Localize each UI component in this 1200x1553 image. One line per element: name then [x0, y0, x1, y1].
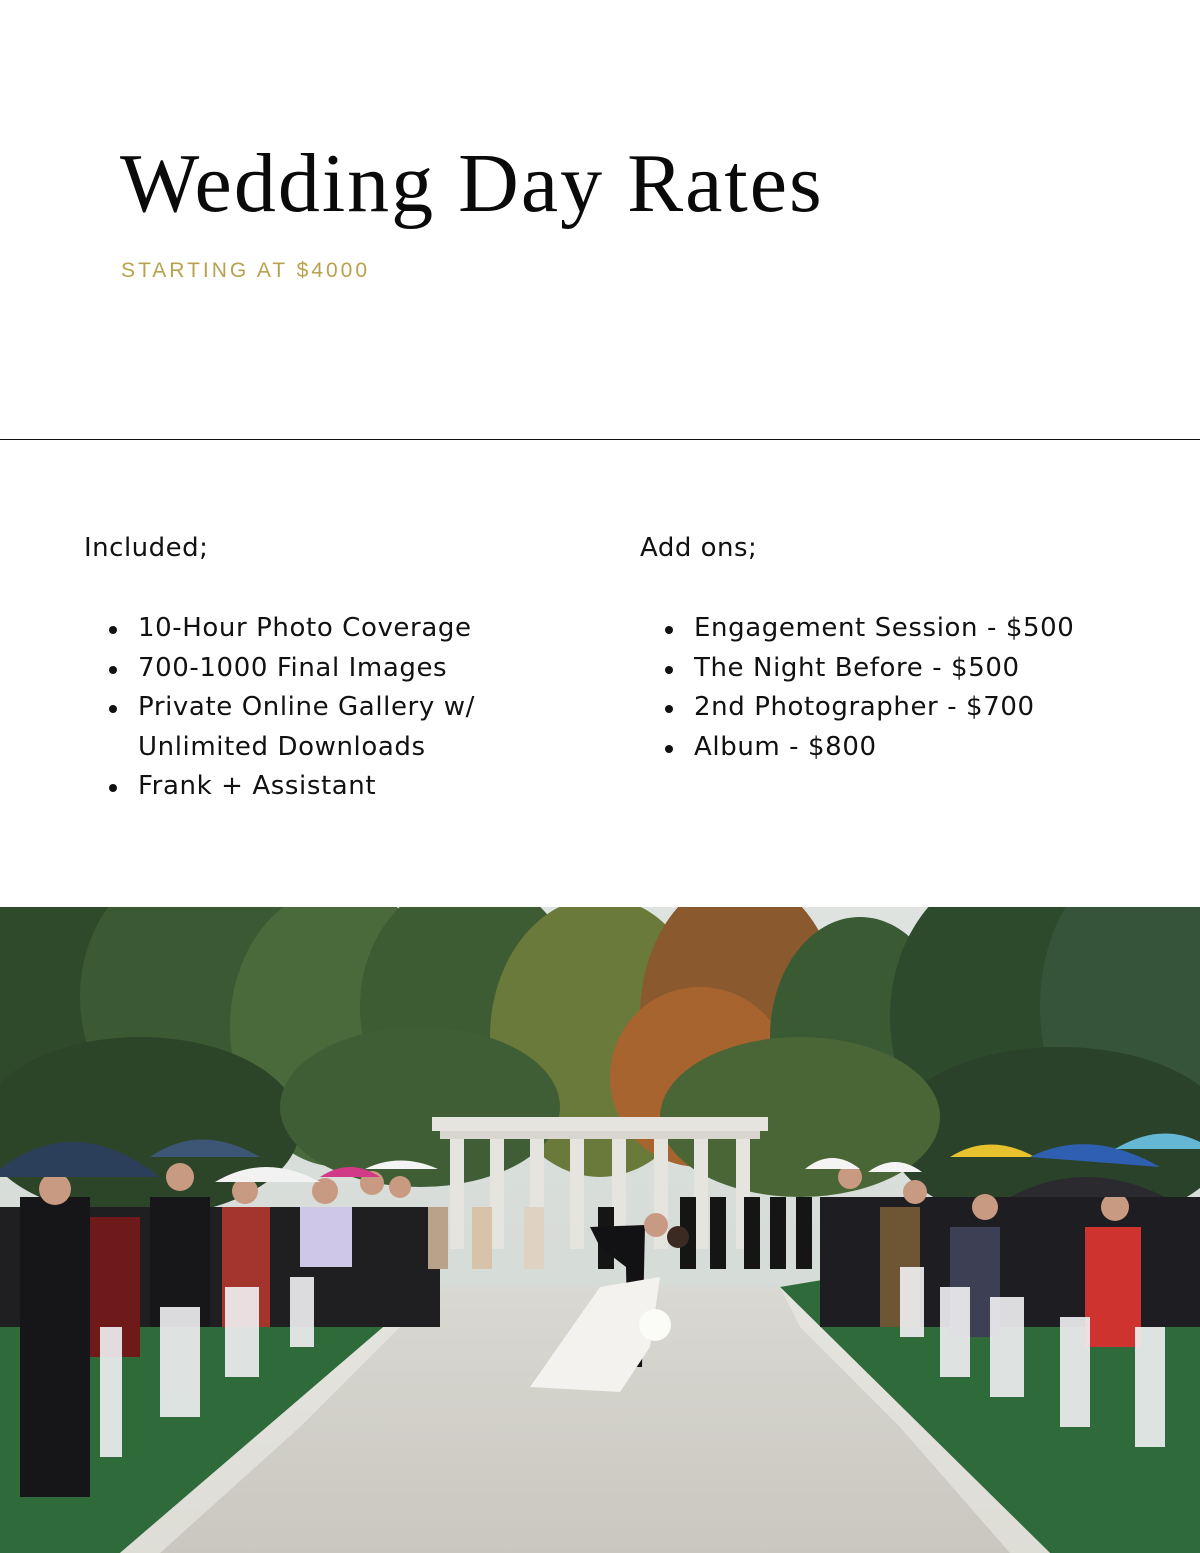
list-item-label: 700-1000 Final Images: [138, 652, 448, 683]
wedding-photo: [0, 907, 1200, 1553]
starting-price: STARTING AT $4000: [121, 259, 371, 282]
bullet-icon: [109, 784, 117, 792]
list-item: [640, 609, 1140, 649]
list-item-label: 10-Hour Photo Coverage: [138, 613, 472, 643]
list-item: [640, 649, 1140, 689]
bullet-icon: [665, 626, 673, 634]
list-item: [84, 767, 584, 807]
list-item-label: The Night Before - $500: [694, 652, 1020, 683]
bullet-icon: [109, 626, 117, 634]
bullet-icon: [665, 745, 673, 753]
addons-section: [640, 530, 1140, 767]
list-item-label: Frank + Assistant: [138, 771, 377, 801]
bullet-icon: [665, 705, 673, 713]
list-item: [84, 609, 584, 649]
included-section: [84, 530, 584, 807]
list-item-label: 2nd Photographer - $700: [694, 692, 1035, 722]
addons-heading: Add ons;: [640, 533, 758, 563]
divider: [0, 439, 1200, 440]
list-item: [640, 688, 1140, 728]
bullet-icon: [109, 705, 117, 713]
included-heading: Included;: [84, 533, 209, 563]
addons-list: [640, 609, 1140, 767]
list-item: [84, 688, 568, 767]
included-list: [84, 609, 584, 807]
list-item: [640, 728, 1140, 768]
list-item-label: Album - $800: [694, 731, 877, 762]
page-title: Wedding Day Rates: [120, 137, 824, 230]
list-item-label: Engagement Session - $500: [694, 613, 1075, 643]
list-item-label: Private Online Gallery w/ Unlimited Downloads: [138, 692, 475, 762]
bullet-icon: [109, 666, 117, 674]
list-item: [84, 649, 584, 689]
bullet-icon: [665, 666, 673, 674]
